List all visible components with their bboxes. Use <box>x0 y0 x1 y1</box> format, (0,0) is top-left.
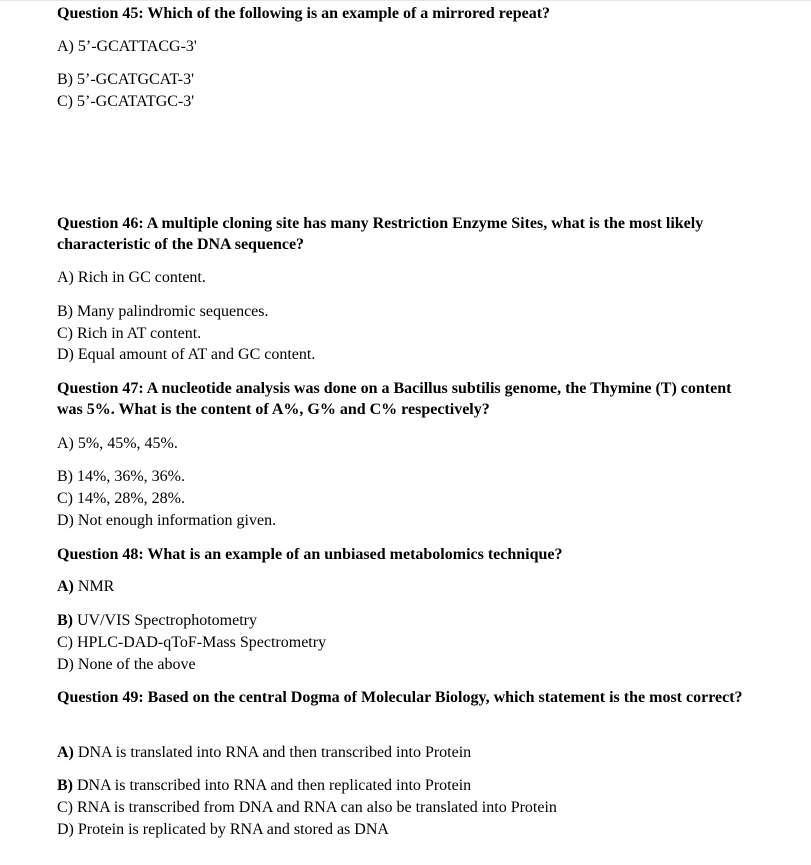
question-49-option-a: A) DNA is translated into RNA and then transcribed into Protein <box>57 744 472 761</box>
question-49-option-b: B) DNA is transcribed into RNA and then replicated into Protein <box>57 777 472 794</box>
question-48 <box>57 544 757 673</box>
question-48-option-c: C) HPLC-DAD-qToF-Mass Spectrometry <box>57 634 327 651</box>
question-47-title: Question 47: A nucleotide analysis was done on a Bacillus subtilis genome, the Thymine (T) content was 5%. What is the content of A%, G% and C% respectively? <box>57 380 732 418</box>
question-45-title: Question 45: Which of the following is an example of a mirrored repeat? <box>57 5 551 22</box>
question-48-title: Question 48: What is an example of an unbiased metabolomics technique? <box>57 546 563 563</box>
question-45-option-b: B) 5’-GCATGCAT-3' <box>57 71 194 88</box>
page-top-border <box>0 0 811 1</box>
question-48-option-a: A) NMR <box>57 578 115 595</box>
question-47-option-b: B) 14%, 36%, 36%. <box>57 468 185 485</box>
question-47-option-c: C) 14%, 28%, 28%. <box>57 490 185 507</box>
question-49-title: Question 49: Based on the central Dogma of Molecular Biology, which statement is the most correct? <box>57 689 743 706</box>
question-47-option-a: A) 5%, 45%, 45%. <box>57 435 178 452</box>
question-46-title: Question 46: A multiple cloning site has many Restriction Enzyme Sites, what is the most likely characteristic of the DNA sequence? <box>57 215 704 253</box>
question-46 <box>57 213 757 363</box>
question-46-option-a: A) Rich in GC content. <box>57 269 206 286</box>
question-47 <box>57 378 757 529</box>
question-49 <box>57 687 757 838</box>
question-48-option-b: B) UV/VIS Spectrophotometry <box>57 612 257 629</box>
question-45 <box>57 3 757 110</box>
question-45-option-c: C) 5’-GCATATGC-3' <box>57 93 195 110</box>
question-46-option-b: B) Many palindromic sequences. <box>57 303 269 320</box>
question-45-option-a: A) 5’-GCATTACG-3' <box>57 38 197 55</box>
question-47-option-d: D) Not enough information given. <box>57 512 277 529</box>
question-48-option-d: D) None of the above <box>57 656 196 673</box>
question-46-option-c: C) Rich in AT content. <box>57 325 202 342</box>
question-49-option-d: D) Protein is replicated by RNA and stored as DNA <box>57 821 389 838</box>
question-46-option-d: D) Equal amount of AT and GC content. <box>57 346 316 363</box>
question-49-option-c: C) RNA is transcribed from DNA and RNA can also be translated into Protein <box>57 799 557 816</box>
